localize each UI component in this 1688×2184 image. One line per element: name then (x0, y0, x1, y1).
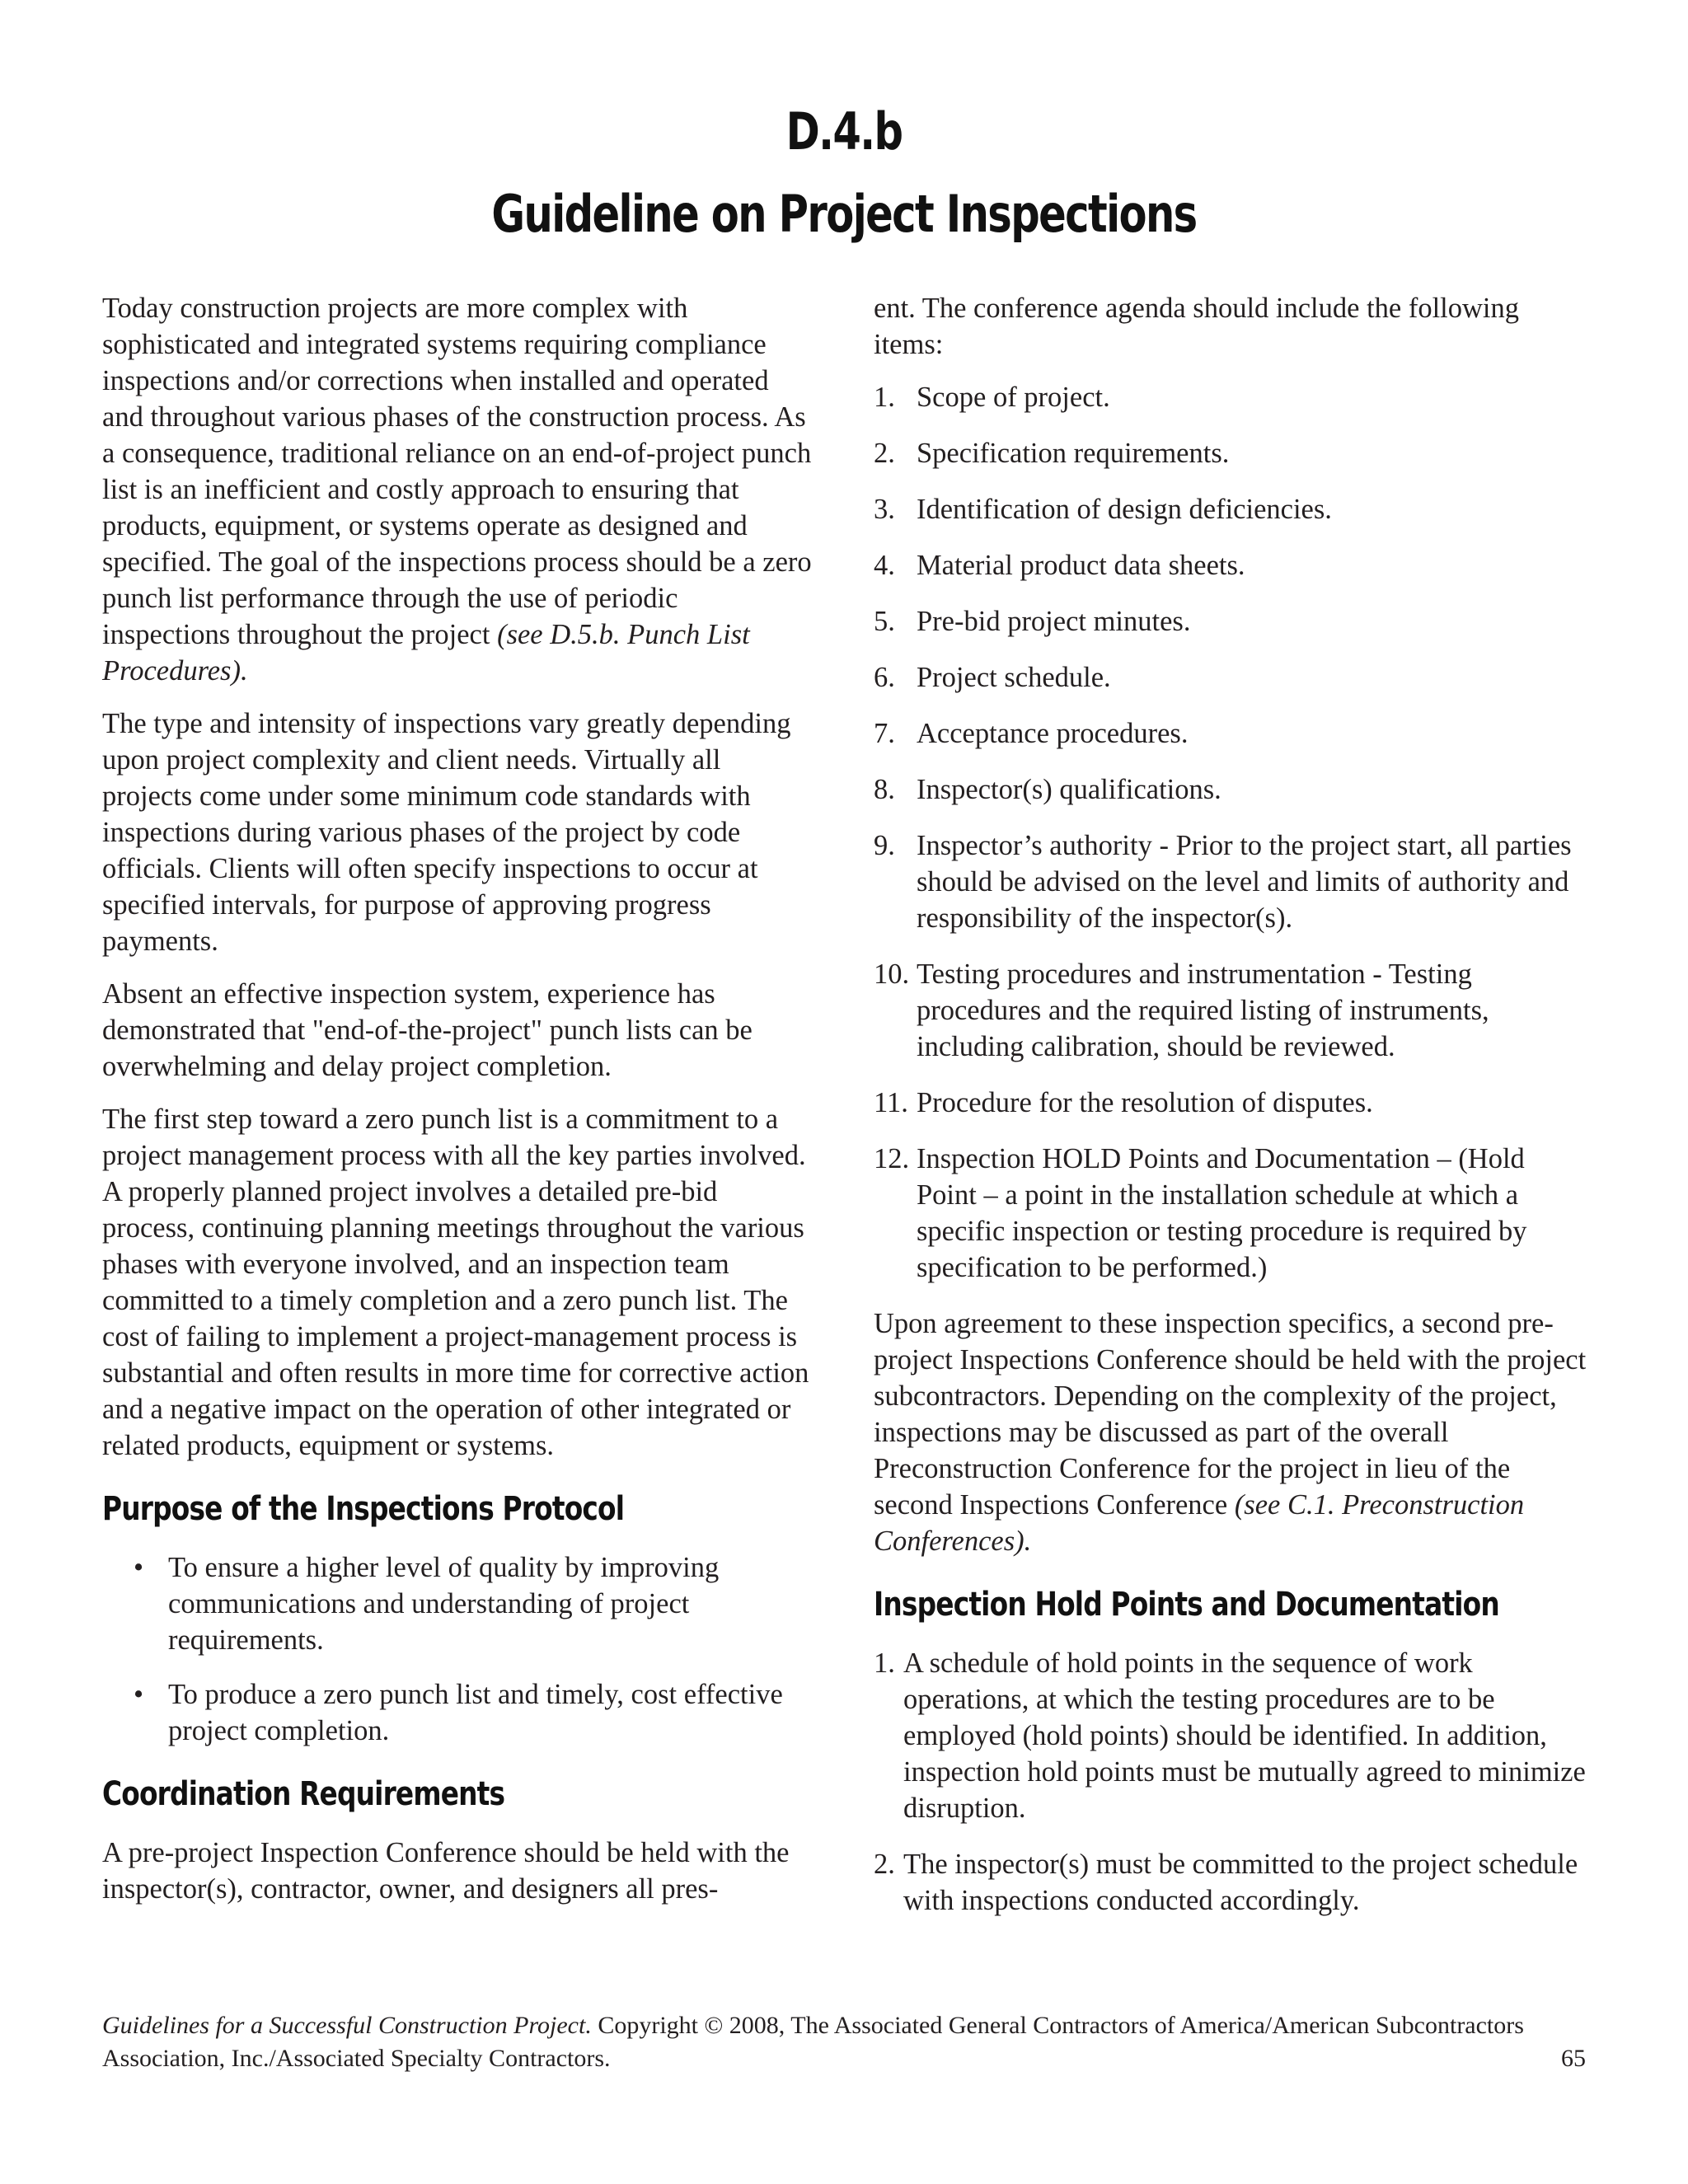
list-item: • To produce a zero punch list and timely, cost effective project completion. (102, 1676, 813, 1749)
list-item: 12. Inspection HOLD Points and Documentation – (Hold Point – a point in the installation schedule at which a specific inspection or testing procedure is required by specification to be performed.) (874, 1143, 1527, 1283)
inspection-types-paragraph: The type and intensity of inspections vary greatly depending upon project complexity and client needs. Virtually all projects come under some minimum code standards with inspections during various phases of the project by code officials. Clients will often specify inspections to occur at specified intervals, for purpose of approving progress payments. (102, 708, 791, 957)
list-item: • To ensure a higher level of quality by improving communications and understanding of project requirements. (102, 1549, 813, 1658)
absent-system-paragraph: Absent an effective inspection system, experience has demonstrated that "end-of-the-project" punch lists can be overwhelming and delay project completion. (102, 978, 753, 1082)
intro-text: Today construction projects are more complex with sophisticated and integrated systems requiring compliance inspections and/or corrections when installed and operated and throughout various phases of the construction process. As a consequence, traditional reliance on an end-of-project punch list is an inefficient and costly approach to ensuring that products, equipment, or systems operate as designed and specified. The goal of the inspections process should be a zero punch list performance through the use of periodic inspections throughout the project (102, 293, 812, 650)
bullet-icon: • (134, 1679, 144, 1710)
list-item: 8. Inspector(s) qualifications. (874, 774, 1221, 805)
hold-points-list (874, 1645, 1589, 1919)
list-item: 4. Material product data sheets. (874, 550, 1245, 581)
list-item: 3. Identification of design deficiencies. (874, 494, 1332, 525)
list-item: 5. Pre-bid project minutes. (874, 606, 1191, 637)
agenda-list (874, 379, 1589, 1286)
section-code: D.4.b (785, 101, 903, 162)
list-item: 7. Acceptance procedures. (874, 718, 1189, 749)
coordination-heading: Coordination Requirements (102, 1775, 505, 1813)
title-block (169, 91, 1519, 255)
purpose-list (102, 1549, 813, 1749)
list-item: 2. The inspector(s) must be committed to the project schedule with inspections conducted accordingly. (874, 1849, 1578, 1916)
punch-list-reference: (see D.5.b. Punch List Procedures). (102, 619, 750, 687)
intro-paragraph (102, 290, 813, 689)
continuation-paragraph: ent. The conference agenda should include the following items: (874, 293, 1520, 360)
list-item: 1. Scope of project. (874, 382, 1110, 413)
list-item: 1. A schedule of hold points in the sequence of work operations, at which the testing procedures are to be employed (hold points) should be identified. In addition, inspection hold points must be mutually agreed to minimize disruption. (874, 1647, 1586, 1824)
page-number: 65 (1561, 2045, 1586, 2072)
page-title: Guideline on Project Inspections (491, 184, 1197, 244)
agreement-paragraph: Upon agreement to these inspection specifics, a second pre-project Inspections Conference should be held with the project subcontractors. Depending on the complexity of the project, inspections may be discussed as part of the overall Preconstruction Conference for the project in lieu of the second Inspections Conference (see C.1. Preconstruction Conferences). (874, 1308, 1587, 1557)
copyright-text: Copyright © 2008, The Associated General Contractors of America/American Subcontractors Association, Inc./Associated Specialty Contractors. (102, 2012, 1524, 2072)
list-item: 10. Testing procedures and instrumentation - Testing procedures and the required listing of instruments, including calibration, should be reviewed. (874, 958, 1489, 1062)
list-item: 11. Procedure for the resolution of disputes. (874, 1087, 1373, 1118)
page-footer (102, 2009, 1586, 2075)
preconstruction-reference: (see C.1. Preconstruction Conferences). (874, 1489, 1525, 1557)
hold-points-heading: Inspection Hold Points and Documentation (874, 1586, 1499, 1624)
right-column (874, 290, 1589, 1938)
bullet-icon: • (134, 1552, 144, 1583)
list-item: 9. Inspector’s authority - Prior to the project start, all parties should be advised on the level and limits of authority and responsibility of the inspector(s). (874, 830, 1572, 934)
coordination-paragraph: A pre-project Inspection Conference should be held with the inspector(s), contractor, owner, and designers all pres- (102, 1837, 790, 1905)
purpose-heading: Purpose of the Inspections Protocol (102, 1490, 625, 1528)
first-step-paragraph: The first step toward a zero punch list is a commitment to a project management process with all the key parties involved. A properly planned project involves a detailed pre-bid process, continuing planning meetings throughout the various phases with everyone involved, and an inspection team committed to a timely completion and a zero punch list. The cost of failing to implement a project-management process is substantial and often results in more time for corrective action and a negative impact on the operation of other integrated or related products, equipment or systems. (102, 1104, 809, 1461)
publication-title: Guidelines for a Successful Construction Project. (102, 2012, 592, 2039)
list-item: 2. Specification requirements. (874, 438, 1230, 469)
left-column (102, 290, 813, 1907)
list-item: 6. Project schedule. (874, 662, 1111, 693)
